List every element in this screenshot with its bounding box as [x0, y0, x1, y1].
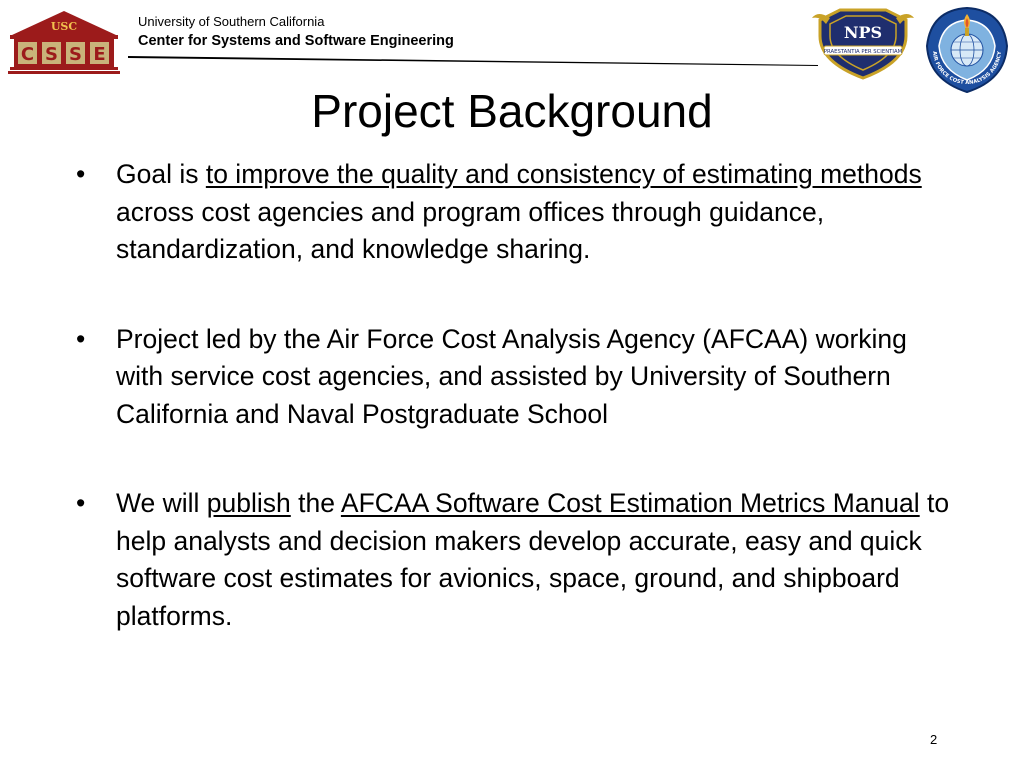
- bullet-item: [76, 321, 956, 434]
- logo-letter-e: E: [93, 44, 106, 65]
- nps-seal-graphic: [810, 6, 916, 82]
- usc-csse-logo-graphic: [8, 9, 120, 75]
- bullet-text-segment-underlined: AFCAA Software Cost Estimation Metrics Manual: [340, 488, 920, 518]
- bullet-item: [76, 156, 956, 269]
- bullet-text-segment: Project led by the Air Force Cost Analysis Agency (AFCAA) working with service cost agencies, and assisted by University of Southern California and Naval Postgraduate School: [116, 323, 907, 429]
- bullet-text-segment: the: [290, 488, 341, 518]
- bullet-list: [76, 156, 956, 635]
- slide-title: Project Background: [311, 85, 713, 137]
- logo-letter-s2: S: [69, 44, 82, 65]
- usc-csse-logo: [8, 9, 120, 75]
- nps-seal: [810, 6, 916, 82]
- bullet-marker: •: [76, 488, 86, 518]
- bullet-text-segment-underlined: to improve the quality and consistency of estimating methods: [205, 159, 922, 189]
- logo-letter-s1: S: [45, 44, 58, 65]
- logo-letter-c: C: [20, 44, 35, 65]
- bullet-text-segment: We will: [116, 488, 207, 518]
- bullet-text-segment: to help analysts and decision makers develop accurate, easy and quick software cost estimates for avionics, space, ground, and shipboard platforms.: [116, 488, 950, 631]
- bullet-text-segment: across cost agencies and program offices through guidance, standardization, and knowledge sharing.: [116, 196, 825, 264]
- afcaa-seal-graphic: [923, 6, 1011, 94]
- bullet-marker: •: [76, 323, 86, 354]
- afcaa-seal: [923, 6, 1011, 94]
- nps-seal-motto: PRAESTANTIA PER SCIENTIAM: [823, 49, 903, 55]
- bullet-text-segment: Goal is: [116, 159, 206, 189]
- nps-seal-text: NPS: [843, 23, 883, 42]
- bullet-text-segment-underlined: publish: [206, 488, 291, 518]
- page-number: 2: [930, 732, 938, 747]
- org-name: University of Southern California: [138, 14, 325, 29]
- logo-banner-text: USC: [50, 20, 78, 33]
- bullet-marker: •: [76, 159, 86, 189]
- bullet-item: [76, 485, 956, 635]
- afcaa-seal-ring-text: AIR FORCE COST ANALYSIS AGENCY: [930, 50, 1004, 87]
- org-unit: Center for Systems and Software Engineering: [138, 33, 454, 49]
